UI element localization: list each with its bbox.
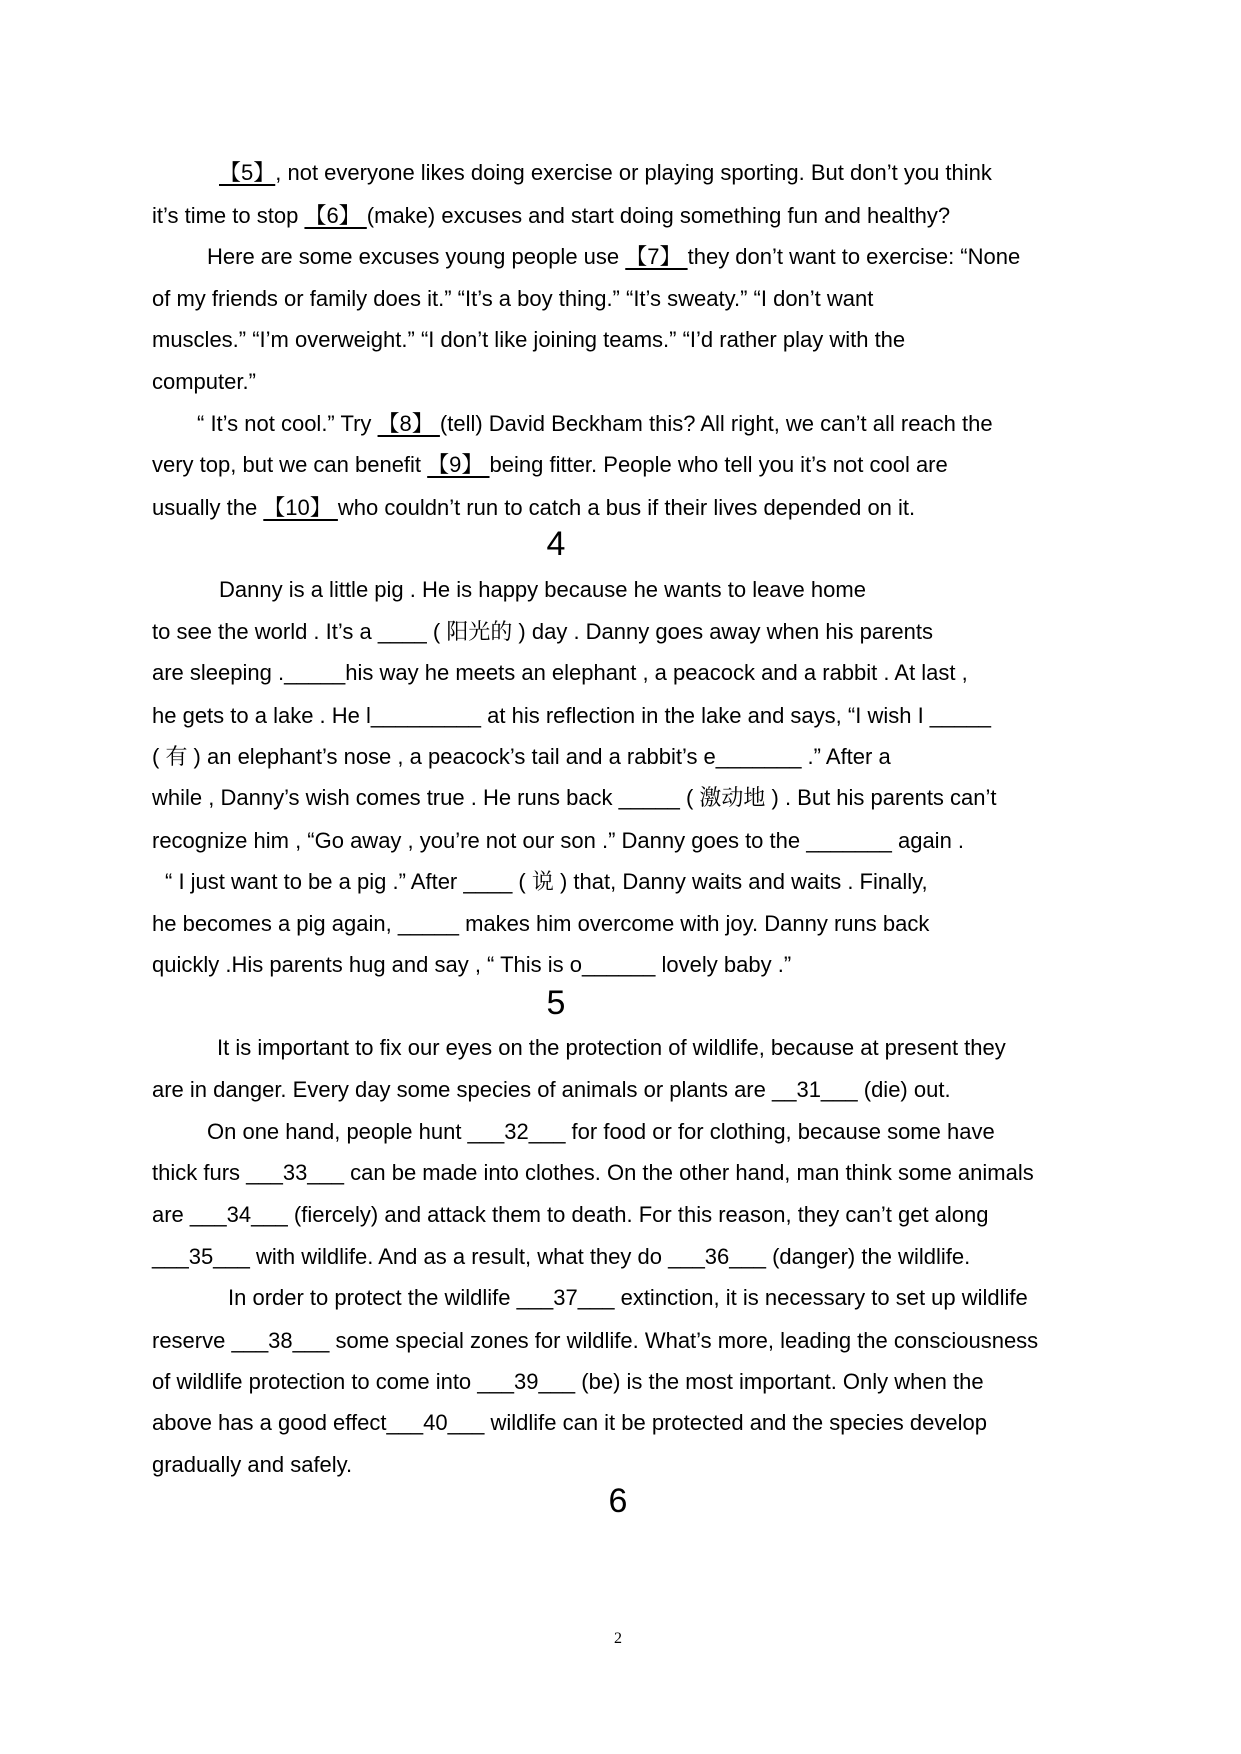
text-segment: above has a good effect___40___ wildlife can it be protected and the species develop (152, 1410, 987, 1435)
text-line (152, 326, 905, 354)
text-line (152, 368, 256, 396)
text-segment: gradually and safely. (152, 1452, 353, 1477)
text-line (152, 659, 968, 687)
text-segment: , not everyone likes doing exercise or playing sporting. But don’t you think (275, 160, 992, 185)
text-line (152, 1243, 970, 1271)
section-number: 4 (546, 525, 566, 563)
answer-blank: 【6】 (304, 203, 367, 228)
text-line (207, 1118, 995, 1146)
text-segment: thick furs ___33___ can be made into clothes. On the other hand, man think some animals (152, 1160, 1034, 1185)
text-line (207, 243, 1020, 271)
text-segment: of wildlife protection to come into ___39___ (be) is the most important. Only when the (152, 1369, 984, 1394)
text-line (152, 1451, 352, 1479)
text-segment: “ It’s not cool.” Try (197, 411, 378, 436)
text-segment: (tell) David Beckham this? All right, we can’t all reach the (439, 411, 993, 436)
text-line (152, 743, 891, 771)
text-line (152, 1076, 951, 1104)
text-line (219, 576, 866, 604)
text-line (228, 1284, 1028, 1312)
text-segment: recognize him , “Go away , you’re not our son .” Danny goes to the _______ again . (152, 828, 965, 853)
text-line (152, 202, 950, 230)
text-segment: they don’t want to exercise: “None (687, 244, 1021, 269)
answer-blank: 【9】 (427, 452, 490, 477)
text-line (152, 451, 948, 479)
text-segment: to see the world . It’s a ____ ( 阳光的 ) day . Danny goes away when his parents (152, 619, 933, 644)
answer-blank: 【7】 (625, 244, 688, 269)
text-segment: being fitter. People who tell you it’s not cool are (489, 452, 948, 477)
text-segment: It is important to fix our eyes on the protection of wildlife, because at present they (217, 1035, 1006, 1060)
text-line (152, 1368, 984, 1396)
text-segment: are ___34___ (fiercely) and attack them to death. For this reason, they can’t get along (152, 1202, 989, 1227)
text-line (152, 702, 991, 730)
text-line (152, 618, 933, 646)
text-segment: quickly .His parents hug and say , “ This is o______ lovely baby .” (152, 952, 792, 977)
text-segment: ___35___ with wildlife. And as a result, what they do ___36___ (danger) the wildlife. (152, 1244, 971, 1269)
text-segment: while , Danny’s wish comes true . He runs back _____ ( 激动地 ) . But his parents can’t (152, 785, 997, 810)
text-segment: On one hand, people hunt ___32___ for food or for clothing, because some have (207, 1119, 995, 1144)
section-number: 5 (546, 984, 566, 1022)
text-segment: are sleeping ._____his way he meets an elephant , a peacock and a rabbit . At last , (152, 660, 968, 685)
answer-blank: 【10】 (263, 495, 338, 520)
section-number: 6 (608, 1482, 628, 1520)
text-line (219, 159, 992, 187)
text-segment: computer.” (152, 369, 256, 394)
text-segment: muscles.” “I’m overweight.” “I don’t like joining teams.” “I’d rather play with the (152, 327, 906, 352)
text-segment: Danny is a little pig . He is happy because he wants to leave home (219, 577, 866, 602)
text-segment: Here are some excuses young people use (207, 244, 626, 269)
text-line (152, 827, 964, 855)
text-segment: very top, but we can benefit (152, 452, 428, 477)
text-segment: it’s time to stop (152, 203, 305, 228)
text-line (165, 868, 928, 896)
answer-blank: 【8】 (377, 411, 440, 436)
text-line (152, 784, 997, 812)
text-segment: usually the (152, 495, 264, 520)
page-number: 2 (614, 1630, 622, 1647)
text-segment: reserve ___38___ some special zones for wildlife. What’s more, leading the consciousness (152, 1328, 1039, 1353)
text-line (152, 1159, 1034, 1187)
text-segment: In order to protect the wildlife ___37___ extinction, it is necessary to set up wildlife (228, 1285, 1028, 1310)
text-segment: of my friends or family does it.” “It’s a boy thing.” “It’s sweaty.” “I don’t want (152, 286, 874, 311)
text-line (152, 910, 929, 938)
text-line (152, 1327, 1038, 1355)
text-line (152, 1409, 987, 1437)
text-line (152, 494, 915, 522)
text-segment: ( 有 ) an elephant’s nose , a peacock’s tail and a rabbit’s e_______ .” After a (152, 744, 891, 769)
text-line (152, 1201, 989, 1229)
text-segment: who couldn’t run to catch a bus if their lives depended on it. (337, 495, 916, 520)
answer-blank: 【5】 (219, 160, 276, 185)
text-line (217, 1034, 1006, 1062)
text-line (197, 410, 993, 438)
text-segment: he becomes a pig again, _____ makes him overcome with joy. Danny runs back (152, 911, 930, 936)
text-segment: are in danger. Every day some species of animals or plants are __31___ (die) out. (152, 1077, 951, 1102)
text-segment: (make) excuses and start doing something fun and healthy? (366, 203, 951, 228)
text-line (152, 951, 791, 979)
text-segment: “ I just want to be a pig .” After ____ ( 说 ) that, Danny waits and waits . Finally, (165, 869, 928, 894)
text-segment: he gets to a lake . He l_________ at his reflection in the lake and says, “I wish I _____ (152, 703, 991, 728)
text-line (152, 285, 873, 313)
